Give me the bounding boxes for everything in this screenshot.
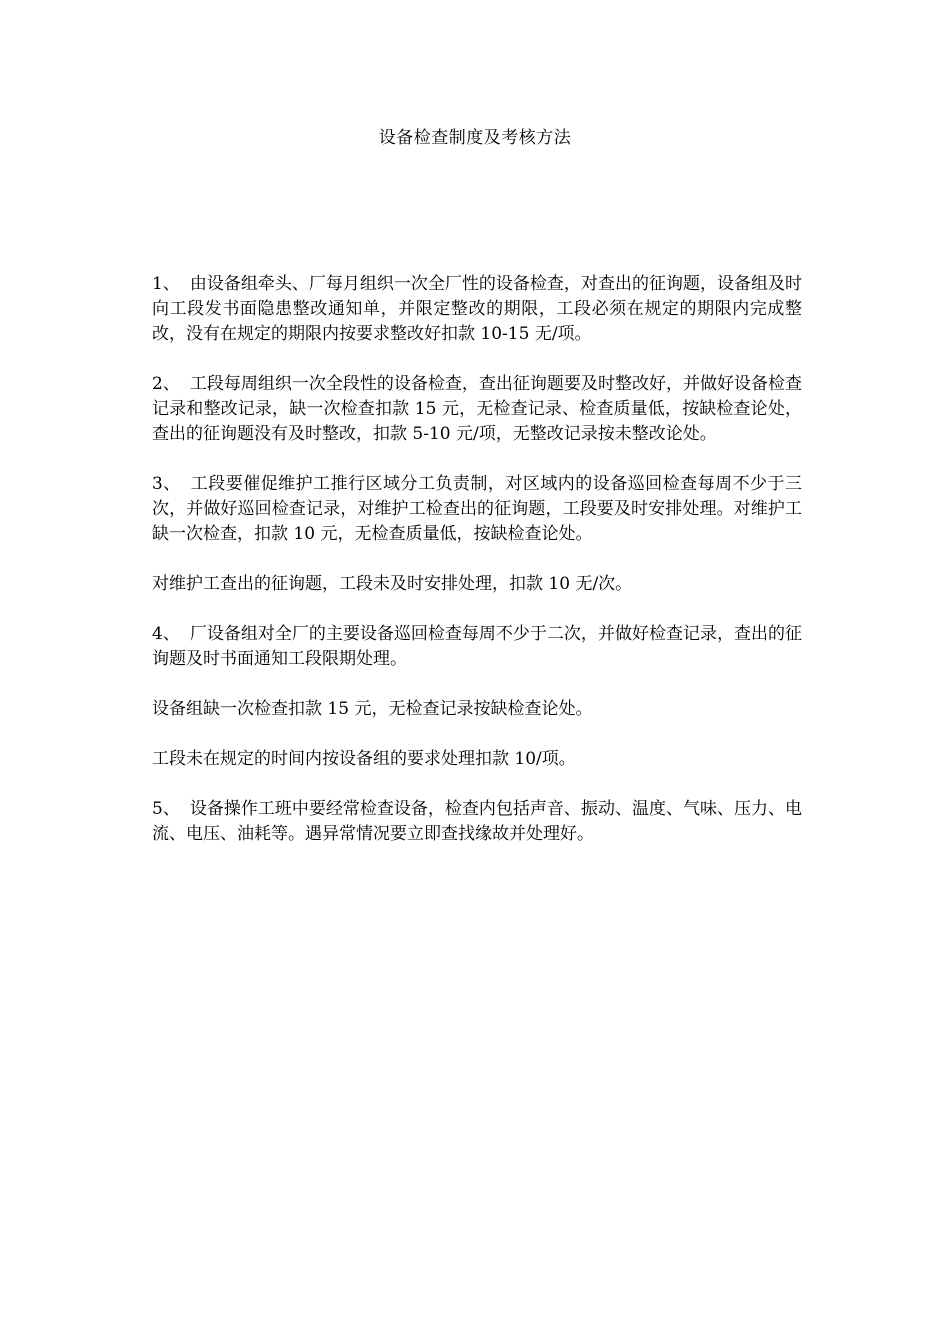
paragraph-text: 工段未在规定的时间内按设备组的要求处理扣款 10/项。 — [152, 749, 576, 769]
paragraph-number: 2、 — [152, 374, 180, 394]
paragraph-4-note-1 — [152, 697, 802, 722]
paragraph-text: 由设备组牵头、厂每月组织一次全厂性的设备检查，对查出的征询题，设备组及时向工段发书面隐患整改通知单，并限定整改的期限，工段必须在规定的期限内完成整改，没有在规定的期限内按要求整改好扣款 10-15 无/项。 — [152, 274, 802, 344]
paragraph-text: 厂设备组对全厂的主要设备巡回检查每周不少于二次，并做好检查记录，查出的征询题及时书面通知工段限期处理。 — [152, 624, 802, 669]
paragraph-text: 工段每周组织一次全段性的设备检查，查出征询题要及时整改好，并做好设备检查记录和整改记录，缺一次检查扣款 15 元，无检查记录、检查质量低，按缺检查论处，查出的征询题没有及时整改，扣款 5-10 元/项，无整改记录按未整改论处。 — [152, 374, 802, 444]
paragraph-3 — [152, 472, 802, 547]
paragraph-4-note-2 — [152, 747, 802, 772]
paragraph-text: 工段要催促维护工推行区域分工负责制，对区域内的设备巡回检查每周不少于三次，并做好巡回检查记录，对维护工检查出的征询题，工段要及时安排处理。对维护工缺一次检查，扣款 10 元，无检查质量低，按缺检查论处。 — [152, 474, 802, 544]
paragraph-4 — [152, 622, 802, 672]
paragraph-number: 5、 — [152, 799, 180, 819]
document-body — [152, 272, 802, 872]
document-title: 设备检查制度及考核方法 — [378, 128, 572, 148]
paragraph-text: 设备操作工班中要经常检查设备，检查内包括声音、振动、温度、气味、压力、电流、电压、油耗等。遇异常情况要立即查找缘故并处理好。 — [152, 799, 802, 844]
paragraph-number: 4、 — [152, 624, 180, 644]
paragraph-3-note — [152, 572, 802, 597]
paragraph-number: 1、 — [152, 274, 180, 294]
paragraph-text: 设备组缺一次检查扣款 15 元，无检查记录按缺检查论处。 — [152, 699, 593, 719]
paragraph-2 — [152, 372, 802, 447]
paragraph-number: 3、 — [152, 474, 181, 494]
paragraph-text: 对维护工查出的征询题，工段未及时安排处理，扣款 10 无/次。 — [152, 574, 633, 594]
paragraph-5 — [152, 797, 802, 847]
paragraph-1 — [152, 272, 802, 347]
